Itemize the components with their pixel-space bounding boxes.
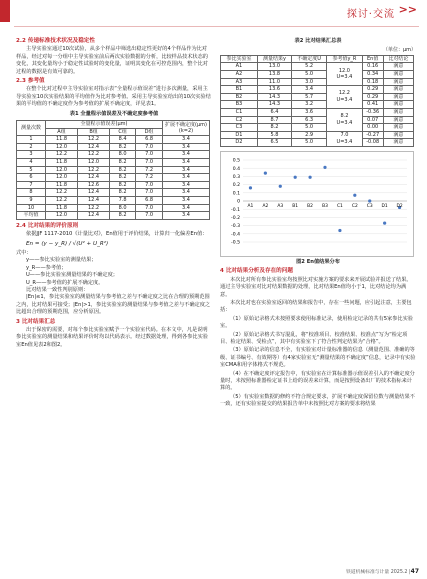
- t1-row: [17, 212, 210, 220]
- t1-cell: 8.2: [110, 174, 136, 182]
- t2-cell: C1: [221, 108, 258, 116]
- t1-row: [17, 174, 210, 182]
- x-tick-label: C2: [351, 203, 358, 209]
- t2-cell: 8.2: [257, 124, 291, 132]
- t2-cell: 11.0: [257, 78, 291, 86]
- t2-cell: D1: [221, 131, 258, 139]
- t2-cell: 5.0: [292, 124, 327, 132]
- t2-cell: 0.29: [362, 93, 383, 101]
- t1-cell: 2: [17, 143, 46, 151]
- ref-uncertainty: U=3.4: [336, 97, 353, 104]
- y-tick-label: -0.5: [231, 240, 240, 246]
- t2-cell: 0.41: [362, 101, 383, 109]
- t2-head: En值: [362, 55, 383, 63]
- t2-cell: -0.36: [362, 108, 383, 116]
- definition-line: U_R——参考值的扩展不确定度。: [26, 279, 104, 286]
- t2-cell: 13.6: [257, 86, 291, 94]
- t2-head: 参考值y_R: [327, 55, 362, 63]
- t1-row: [17, 197, 210, 205]
- t1-cell: 12.2: [46, 197, 78, 205]
- left-column: [16, 36, 212, 350]
- t2-cell: A1: [221, 63, 258, 71]
- y-tick-label: -0.3: [231, 224, 240, 230]
- paragraph-4b: 本次比对也在实验室返回的结果和报告中，存在一些问题，应引起注意，主要包括：: [220, 299, 412, 314]
- t1-head-u: 扩展不确定度(μm)(k=2): [163, 121, 210, 136]
- t1-cell: 3.4: [163, 189, 210, 197]
- t1-row: [17, 136, 210, 144]
- x-tick-label: A1: [247, 203, 254, 209]
- t2-cell: 3.4: [292, 86, 327, 94]
- heading-2-4: 2.4 比对结果的评价原则: [16, 222, 79, 229]
- t1-cell: 7.0: [136, 212, 163, 220]
- t2-cell: 0.29: [362, 86, 383, 94]
- paragraph-2-2: 主导实验室通过10次试验，从多个样品中筛选出稳定性更好的4个样品作为比对样品，经过对每一分组中主导实验室前后两次实验数据的分析，比较样品技术状态的变化，其变化量均小于稳定性试验时的变化量，证明其变化在可控范围内，整个比对过程的数据是有效可靠的。: [16, 46, 208, 75]
- t1-cell: 12.0: [46, 212, 78, 220]
- t2-cell: 6.5: [257, 139, 291, 147]
- t1-cell: 5: [17, 166, 46, 174]
- t2-cell: 5.8: [257, 131, 291, 139]
- t2-row: [221, 93, 414, 101]
- table2-caption: 表2 比对结果汇总表: [294, 38, 342, 44]
- definition-line: U——参比实验室测量结果的不确定度；: [26, 272, 118, 279]
- page-number: 47: [410, 568, 419, 575]
- t1-cell: 3: [17, 151, 46, 159]
- t2-cell: 5.0: [292, 71, 327, 79]
- paragraph-judge: |En|≤1，参比实验室的测量结果与参考值之差与不确定度之比在合理的预期范围之内，比对结果可接受；|En|>1，参比实验室的测量结果与参考值之差与不确定度之比超出合理的预期范围，应分析原因。: [16, 294, 211, 316]
- t2-cell: A2: [221, 71, 258, 79]
- t1-row: [17, 159, 210, 167]
- t1-cell: 8.2: [110, 159, 136, 167]
- t2-cell: B3: [221, 101, 258, 109]
- t1-cell: 12.0: [78, 159, 110, 167]
- t1-row: [17, 151, 210, 159]
- t2-cell: 14.3: [257, 101, 291, 109]
- table2-unit: （单位：μm）: [382, 47, 416, 54]
- definition-line: 比对结果一致性判别原则：: [26, 287, 89, 294]
- data-point: [368, 199, 371, 202]
- t2-cell: B2: [221, 93, 258, 101]
- t1-cell: 8: [17, 189, 46, 197]
- t2-cell: 14.3: [257, 93, 291, 101]
- definition-line: y_R——参考值；: [26, 264, 67, 271]
- x-tick-label: D2: [396, 203, 403, 209]
- t1-cell: 12.2: [78, 151, 110, 159]
- issue-item: （3）原始记录的信息不全，有实验室对计量标准器的信息（测量范围、准确的等级、证书编号、有效期等）有4家实验室无“测量结果的不确定度”信息，记录中有实验室CMA和用字体格式不规范。: [220, 347, 416, 369]
- t1-cell: 8.2: [110, 181, 136, 189]
- table1: [16, 120, 210, 220]
- t1-cell: 12.6: [78, 181, 110, 189]
- t1-row: [17, 189, 210, 197]
- t1-cell: 1: [17, 136, 46, 144]
- x-tick-label: A2: [262, 203, 269, 209]
- x-tick-label: C3: [366, 203, 373, 209]
- t2-cell: 满意: [383, 93, 413, 101]
- t2-cell: 满意: [383, 86, 413, 94]
- y-tick-label: 0.2: [232, 183, 240, 189]
- t1-cell: 3.4: [163, 151, 210, 159]
- t2-cell: 3.0: [292, 78, 327, 86]
- t2-cell: -0.08: [362, 139, 383, 147]
- x-tick-label: D1: [381, 203, 388, 209]
- t1-cell: 3.4: [163, 136, 210, 144]
- t1-cell: 8.2: [110, 189, 136, 197]
- definition-line: y——参比实验室的测量结果；: [26, 257, 97, 264]
- y-tick-label: 0.3: [232, 174, 240, 180]
- data-point: [338, 229, 341, 232]
- t2-cell: -0.27: [362, 131, 383, 139]
- t1-cell: 11.8: [46, 136, 78, 144]
- t2-cell: 8.7: [257, 116, 291, 124]
- t2-cell: 5.0: [292, 139, 327, 147]
- t2-head: 不确定度U: [292, 55, 327, 63]
- t2-cell: 0.18: [362, 78, 383, 86]
- t2-cell: 2.9: [292, 131, 327, 139]
- heading-2-3: 2.3 参考值: [16, 78, 45, 85]
- right-column: [220, 36, 416, 410]
- t1-cell: 3.4: [163, 181, 210, 189]
- t2-ref-cell: [327, 131, 362, 146]
- t2-cell: 5.2: [292, 63, 327, 71]
- t2-row: [221, 78, 414, 86]
- t1-cell: 12.0: [46, 166, 78, 174]
- table2: [220, 55, 414, 147]
- t2-cell: 5.7: [292, 93, 327, 101]
- t1-cell: 8.0: [110, 151, 136, 159]
- t1-cell: 7: [17, 181, 46, 189]
- definition-line: 式中：: [16, 250, 32, 256]
- ref-value: 12.2: [338, 90, 350, 97]
- t1-cell: 4: [17, 159, 46, 167]
- t1-cell: 平均值: [17, 212, 46, 220]
- y-tick-label: 0.4: [232, 166, 240, 172]
- t1-cell: 12.2: [78, 136, 110, 144]
- paragraph-4a: 本次比对所有参比实验室均按照比对实施方案的要求来开展试验并报送了结果。通过主导实验室对比对结果数据的处理，比对结果En值均小于1，比对结论均为满意。: [220, 276, 412, 298]
- t1-col-head: A组: [46, 128, 78, 136]
- data-point: [353, 194, 356, 197]
- journal-name: 铁道机械标准与计量: [345, 570, 390, 575]
- t1-cell: 3.4: [163, 166, 210, 174]
- t2-head: 测量结果y: [257, 55, 291, 63]
- t2-cell: D2: [221, 139, 258, 147]
- heading-2-2: 2.2 传递标准技术状况及稳定性: [16, 38, 95, 44]
- t1-col-head: C组: [110, 128, 136, 136]
- data-point: [264, 171, 267, 174]
- t1-cell: 10: [17, 204, 46, 212]
- t1-cell: 8.4: [110, 136, 136, 144]
- t2-row: [221, 139, 414, 147]
- ref-uncertainty: U=3.4: [336, 119, 353, 126]
- t1-row: [17, 204, 210, 212]
- t1-cell: 3.4: [163, 204, 210, 212]
- y-tick-label: 0.5: [232, 158, 240, 164]
- paragraph-3: 出于保密的需要，对每个参比实验室赋予一个实验室代码。在本文中，凡是说明参比实验室的测量结果和结果评价时均以代码表示。经过数据处理，得到各参比实验室En值见表2和图2。: [16, 327, 208, 348]
- t1-cell: 11.8: [46, 159, 78, 167]
- t1-cell: 12.2: [46, 151, 78, 159]
- t1-cell: 11.8: [46, 181, 78, 189]
- t1-cell: 6.8: [136, 136, 163, 144]
- t1-cell: 8.2: [110, 143, 136, 151]
- t1-cell: 12.4: [78, 174, 110, 182]
- t1-head-group: 全量程示值误差(μm): [46, 121, 163, 129]
- t1-cell: 12.4: [78, 197, 110, 205]
- t2-cell: 13.0: [257, 63, 291, 71]
- t2-row: [221, 86, 414, 94]
- t1-cell: 12.2: [78, 166, 110, 174]
- t2-head: 参比实验室: [221, 55, 258, 63]
- x-tick-label: B2: [307, 203, 313, 209]
- heading-4: 4 比对结果分析及存在的问题: [220, 268, 293, 275]
- t1-cell: 12.4: [78, 189, 110, 197]
- t2-ref-cell: [327, 108, 362, 131]
- t2-cell: 满意: [383, 108, 413, 116]
- t1-cell: 3.4: [163, 159, 210, 167]
- x-tick-label: C1: [336, 203, 343, 209]
- en-chart-svg: [221, 152, 413, 256]
- t2-cell: 满意: [383, 78, 413, 86]
- t2-cell: C3: [221, 124, 258, 132]
- section-tab-marker: [0, 0, 10, 22]
- x-tick-label: B3: [322, 203, 328, 209]
- t2-ref-cell: [327, 63, 362, 86]
- chevron-right-icon: >>: [398, 3, 417, 16]
- t1-cell: 7.2: [136, 174, 163, 182]
- t2-cell: 满意: [383, 63, 413, 71]
- x-tick-label: B1: [292, 203, 299, 209]
- t1-cell: 7.2: [136, 166, 163, 174]
- t2-cell: 0.07: [362, 116, 383, 124]
- t2-cell: 满意: [383, 116, 413, 124]
- t1-row: [17, 181, 210, 189]
- t1-cell: 7.8: [110, 197, 136, 205]
- t1-cell: 12.4: [78, 212, 110, 220]
- ref-uncertainty: U=3.4: [336, 138, 353, 145]
- en-chart: [220, 151, 414, 257]
- t2-cell: 满意: [383, 139, 413, 147]
- t2-row: [221, 101, 414, 109]
- t2-cell: 满意: [383, 101, 413, 109]
- journal-year: 2025.2: [390, 570, 408, 575]
- paragraph-2-3: 在整个比对过程中主导实验室对指示表“全量程示值误差”进行多次测量，采用主导实验室10次实验结果的平均值作为比对参考值。采用主导实验室给出的10次实验结果的平均值的不确定度作为参考值的扩展不确定度，详见表1。: [16, 86, 211, 108]
- t1-cell: 8.2: [110, 166, 136, 174]
- data-point: [383, 221, 386, 224]
- t2-row: [221, 116, 414, 124]
- top-banner: [0, 0, 427, 24]
- t2-cell: 满意: [383, 124, 413, 132]
- t2-cell: 满意: [383, 131, 413, 139]
- section-label: 探讨·交流: [346, 9, 395, 20]
- y-tick-label: -0.1: [231, 207, 240, 213]
- data-point: [308, 176, 311, 179]
- t2-cell: 3.6: [292, 108, 327, 116]
- t1-cell: 7.0: [136, 143, 163, 151]
- t1-head-n: 测量次数: [17, 121, 46, 136]
- t1-cell: 8.0: [110, 204, 136, 212]
- en-formula: En = (y − y_R) / √(U² + U_R²): [26, 240, 109, 247]
- t1-cell: 7.0: [136, 181, 163, 189]
- ref-value: 7.0: [340, 132, 349, 139]
- y-tick-label: 0.1: [232, 191, 240, 197]
- y-tick-label: 0: [237, 199, 240, 205]
- t2-cell: 6.3: [292, 116, 327, 124]
- t2-cell: 0.16: [362, 63, 383, 71]
- y-tick-label: -0.2: [231, 215, 240, 221]
- t2-row: [221, 124, 414, 132]
- t1-cell: 12.0: [46, 174, 78, 182]
- t2-cell: 3.2: [292, 101, 327, 109]
- t2-row: [221, 131, 414, 139]
- t2-row: [221, 108, 414, 116]
- t1-cell: 12.2: [46, 189, 78, 197]
- t1-cell: 3.4: [163, 197, 210, 205]
- t1-cell: 8.2: [110, 212, 136, 220]
- t2-cell: C2: [221, 116, 258, 124]
- t2-cell: B1: [221, 86, 258, 94]
- t2-cell: 13.8: [257, 71, 291, 79]
- header-rule: [14, 26, 419, 27]
- issue-item: （2）原始记录格式书写混乱，将“校准项目、校准结果、校准点”写为“检定项目、检定结果、受检点”，其中有实验室下了符合性判定结果为“合格”。: [220, 331, 408, 345]
- issue-item: （5）有实验室数据的修约不符合规定要求，扩展不确定度保留位数与测量结果不一致，还有实验室提交的结果报告单中未按照比对方案的要求将结果: [220, 393, 415, 408]
- issue-list: [220, 316, 416, 409]
- t2-cell: A3: [221, 78, 258, 86]
- t1-col-head: B组: [78, 128, 110, 136]
- t1-cell: 3.4: [163, 174, 210, 182]
- t1-col-head: D组: [136, 128, 163, 136]
- t1-cell: 6.8: [136, 197, 163, 205]
- table1-caption: 表1 全量程示值误差及不确定度参考值: [69, 110, 159, 117]
- t2-head: 比对结论: [383, 55, 413, 63]
- t2-row: [221, 63, 414, 71]
- ref-value: 12.0: [338, 67, 350, 74]
- issue-item: （4）在不确定度评定报告中，有实验室在计算标准器示值误差引入的不确定度分量时，未按照标准器检定证书上给的误差来计算，而是按照设备出厂的技术指标来计算的。: [220, 370, 415, 392]
- t2-ref-cell: [327, 86, 362, 109]
- t2-cell: 0.00: [362, 124, 383, 132]
- x-tick-label: A3: [277, 203, 284, 209]
- t1-cell: 12.4: [78, 143, 110, 151]
- t1-row: [17, 166, 210, 174]
- data-point: [323, 166, 326, 169]
- data-point: [279, 185, 282, 188]
- t1-cell: 12.0: [46, 143, 78, 151]
- t1-cell: 11.8: [46, 204, 78, 212]
- figure2-caption: 图2 En值结果分布: [296, 258, 340, 265]
- t1-cell: 3.4: [163, 212, 210, 220]
- page-footer: 铁道机械标准与计量 2025.2 |47: [345, 568, 419, 575]
- t2-row: [221, 71, 414, 79]
- t1-cell: 6: [17, 174, 46, 182]
- formula-definitions: [16, 250, 212, 294]
- data-point: [294, 176, 297, 179]
- t2-cell: 0.34: [362, 71, 383, 79]
- ref-value: 8.2: [340, 113, 349, 120]
- t1-row: [17, 143, 210, 151]
- issue-item: （1）原始记录格式未按照要求使用标准记录，使用检定记录的共有5家参比实验室。: [220, 315, 413, 330]
- t1-cell: 7.0: [136, 204, 163, 212]
- t1-cell: 7.0: [136, 189, 163, 197]
- paragraph-2-4: 依据JJF 1117-2010《计量比对》，En值用于评价结果，计算归一化偏差En值：: [26, 231, 208, 238]
- t1-cell: 3.4: [163, 143, 210, 151]
- heading-3: 3 比对结果汇总: [16, 318, 56, 325]
- data-point: [249, 186, 252, 189]
- t1-cell: 12.2: [78, 204, 110, 212]
- t1-cell: 9: [17, 197, 46, 205]
- t1-cell: 7.0: [136, 151, 163, 159]
- y-tick-label: -0.4: [231, 232, 240, 238]
- t1-cell: 7.0: [136, 159, 163, 167]
- t2-cell: 满意: [383, 71, 413, 79]
- t2-cell: 6.4: [257, 108, 291, 116]
- ref-uncertainty: U=3.4: [336, 74, 353, 81]
